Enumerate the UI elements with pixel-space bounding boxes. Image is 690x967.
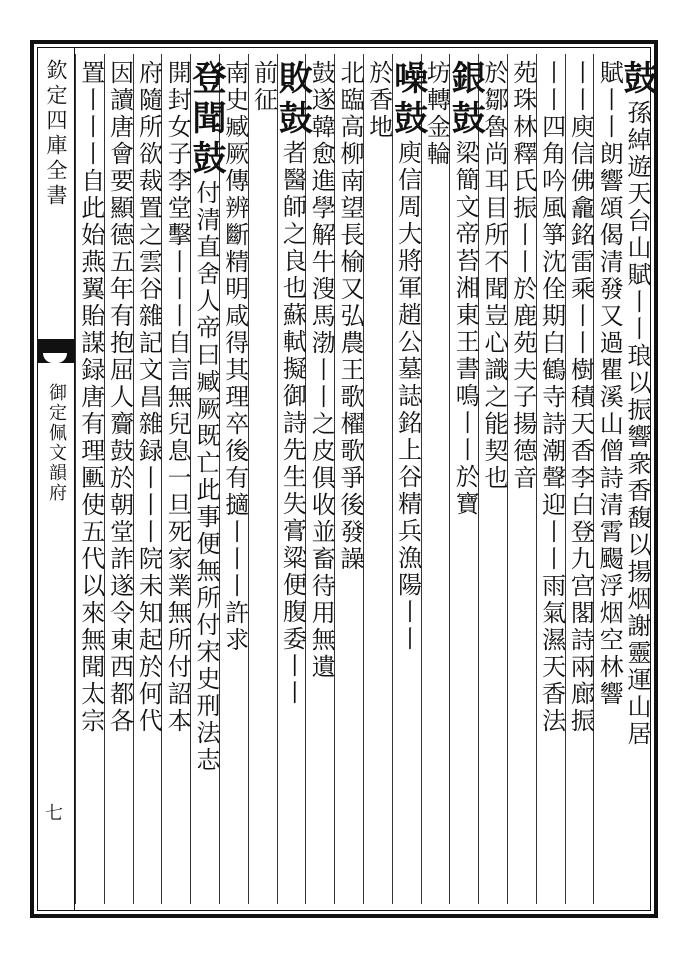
column-text xyxy=(134,60,163,735)
column-text xyxy=(566,60,595,735)
column-text xyxy=(105,60,134,735)
text-column xyxy=(133,54,162,904)
entry-heading: 鼓 xyxy=(616,60,657,100)
entry-body: 者醫師之良也蘇軾擬御詩先生失膏粱便腹委丨丨 xyxy=(278,140,307,707)
book-margin xyxy=(37,47,75,911)
entry-body: 府隨所欲裁置之雲谷雜記文昌雜録丨丨丨院未知起於何代 xyxy=(134,60,163,735)
margin-book-title: 御定佩文韻府 xyxy=(46,383,67,503)
entry-heading: 噪鼓 xyxy=(387,60,428,140)
column-text xyxy=(76,60,105,735)
text-column xyxy=(421,54,450,904)
column-text xyxy=(508,60,537,492)
entry-body: 梁簡文帝苔湘東王書鳴丨丨於寶 xyxy=(451,140,480,518)
entry-heading: 銀鼓 xyxy=(445,60,486,140)
text-column xyxy=(104,54,133,904)
entry-body: 於香地 xyxy=(364,60,393,141)
column-text xyxy=(387,60,428,653)
entry-body: 丨丨四角吟風箏沈佺期白鶴寺詩潮聲迎丨丨雨氣濕天香法 xyxy=(537,60,566,735)
column-text xyxy=(272,60,313,707)
text-column xyxy=(387,54,428,904)
text-column xyxy=(565,54,594,904)
text-column xyxy=(75,54,104,904)
text-column xyxy=(161,54,190,904)
entry-heading: 登聞鼓 xyxy=(185,60,226,180)
column-text xyxy=(185,60,226,774)
entry-heading: 敗鼓 xyxy=(272,60,313,140)
text-column xyxy=(536,54,565,904)
entry-body: 坊轉金輪 xyxy=(422,60,451,168)
column-text xyxy=(364,60,393,141)
column-text xyxy=(249,60,278,114)
fish-tail-mark xyxy=(37,339,74,363)
text-column xyxy=(272,54,313,904)
text-column xyxy=(478,54,507,904)
column-text xyxy=(616,60,657,748)
entry-body: 付清直舍人帝曰臧厥既亡此事便無所付宋史刑法志 xyxy=(191,180,220,774)
column-text xyxy=(335,60,364,573)
entry-body: 丨丨庾信佛龕銘雷乘丨丨樹積天香李白登九宫閣詩兩廊振 xyxy=(566,60,595,735)
page-number: 七 xyxy=(45,803,63,824)
text-column xyxy=(507,54,536,904)
column-text xyxy=(594,60,623,708)
entry-body: 於鄒魯尚耳目所不聞豈心識之能契也 xyxy=(479,60,508,492)
entry-body: 南史臧厥傳辨斷精明咸得其理卒後有擿丨丨丨許求 xyxy=(220,60,249,654)
text-column xyxy=(445,54,486,904)
text-column xyxy=(616,54,657,904)
entry-body: 孫綽遊天台山賦丨丨琅以振響衆香馥以揚烟謝靈運山居 xyxy=(622,100,651,748)
entry-body: 前征 xyxy=(249,60,278,114)
entry-body: 庾信周大將軍趙公墓誌銘上谷精兵漁陽丨丨 xyxy=(393,140,422,653)
text-column xyxy=(185,54,226,904)
column-text xyxy=(162,60,191,735)
column-text xyxy=(537,60,566,735)
text-column xyxy=(334,54,363,904)
text-column xyxy=(305,54,334,904)
column-text xyxy=(445,60,486,518)
entry-body: 因讀唐會要顯德五年有抱屈人齎鼓於朝堂詐遂令東西都各 xyxy=(105,60,134,735)
entry-body: 開封女子李堂擊丨丨丨自言無兒息一旦死家業無所付詔本 xyxy=(163,60,192,735)
entry-body: 置丨丨丨自此始燕翼貽謀録唐有理匭使五代以來無聞太宗 xyxy=(76,60,105,735)
column-text xyxy=(306,60,335,681)
entry-body: 北臨高柳南望長榆又弘農王歌櫂歌爭後發譟 xyxy=(335,60,364,573)
text-column xyxy=(363,54,392,904)
entry-body: 苑珠林釋氏振丨丨於鹿苑夫子揚德音 xyxy=(508,60,537,492)
text-column xyxy=(593,54,622,904)
text-column xyxy=(219,54,248,904)
text-column xyxy=(248,54,277,904)
margin-title: 欽定四庫全書 xyxy=(44,59,68,209)
entry-body: 賦丨丨朗響頌偈清發又過瞿溪山僧詩清霄颺浮烟空林響 xyxy=(595,60,624,708)
entry-body: 鼓遂韓愈進學解牛溲馬渤丨丨之皮俱收並畜待用無遺 xyxy=(307,60,336,681)
